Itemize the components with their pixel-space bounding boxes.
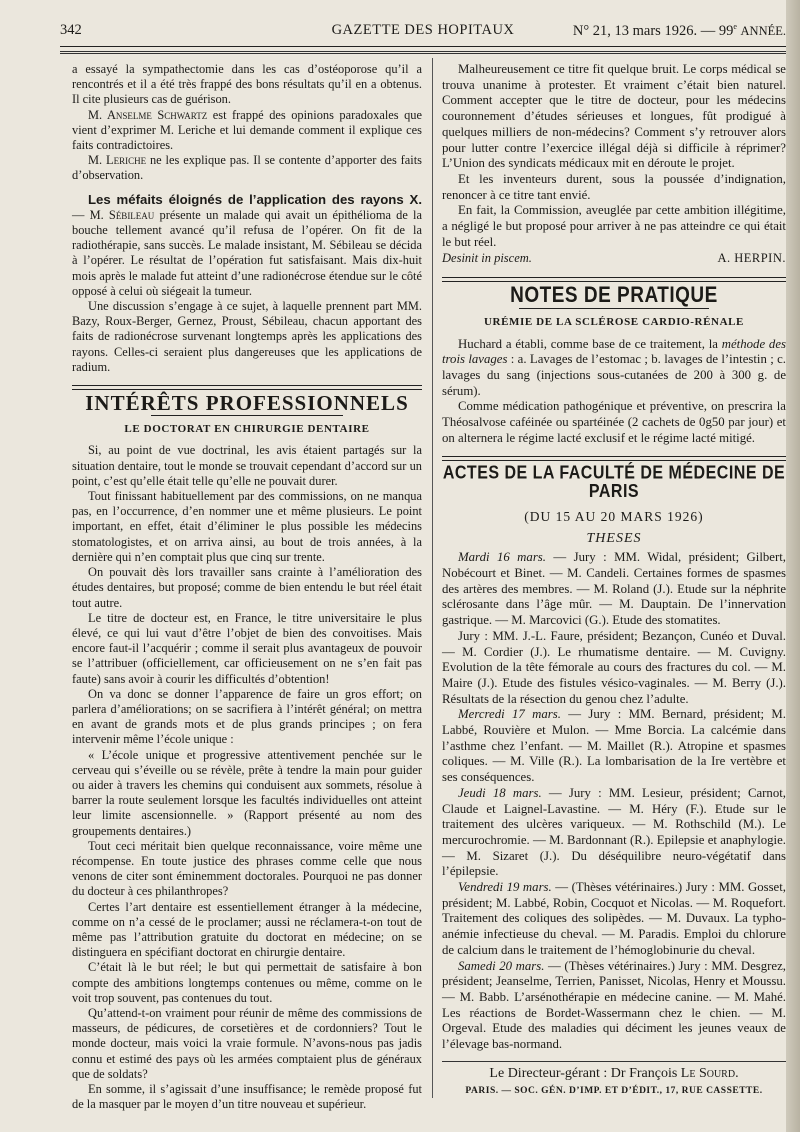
subsection-title: LE DOCTORAT EN CHIRURGIE DENTAIRE <box>124 423 370 436</box>
page-header <box>60 22 786 42</box>
section-title: INTÉRÊTS PROFESSIONNELS <box>85 391 409 416</box>
paragraph: C’était là le but réel; le but qui permettait de satisfaire à bon compte des ambitions longtemps contenues ou même, comme on le voit trop souvent, pas contenues du tout. <box>72 960 422 1005</box>
paragraph: Jury : MM. J.-L. Faure, président; Bezançon, Cunéo et Duval. — M. Cordier (J.). Le rhumatisme dentaire. — M. Cuvigny. Evolution de la tête fémorale au cours des fractures du col. — M. Maire (J.). Etude des fistules vésico-vaginales. — M. Berry (J.). Résultats de la résection du genou chez l’adulte. <box>442 628 786 706</box>
section-banner <box>72 385 422 416</box>
header-rule <box>60 46 786 47</box>
left-column <box>72 62 422 1112</box>
binding-edge <box>786 0 800 1132</box>
footer-rule <box>442 1061 786 1062</box>
section-banner <box>442 277 786 309</box>
paragraph: « L’école unique et progressive attentivement penchée sur le cerveau qui s’éveille ou se révèle, prête à tendre la main pour guider ou aider à travers les chemins qui conduisent aux sommets, résolue à barrer la route seulement lorsque les facultés individuelles ont atteint leur limite ascensionnelle. » (Rapport présenté au nom des groupements dentaires.) <box>72 747 422 838</box>
paragraph: Tout ceci méritait bien quelque reconnaissance, voire même une récompense. En toute justice des phrases comme celle que nous venons de citer sont éminemment doctorales. Pourquoi ne pas donner du docteur à ces philanthropes? <box>72 838 422 899</box>
header-double-rule <box>60 51 786 54</box>
paragraph: Et les inventeurs durent, sous la poussée d’indignation, renoncer à ce titre tant envié. <box>442 171 786 202</box>
signature-motto: Desinit in piscem. <box>442 251 532 266</box>
paragraph: On pouvait dès lors travailler sans crainte à l’amélioration des études dentaires, but proposé; comme de bien entendu le but réel était tout autre. <box>72 565 422 610</box>
paragraph: Vendredi 19 mars. — (Thèses vétérinaires.) Jury : MM. Gosset, président; M. Labbé, Robin, Cocquot et Nicolas. — M. Roquefort. Traitement des coliques des solipèdes. — M. Duvaux. La typho-anémie infectieuse du cheval. — M. Paradis. Emploi du chlorure de calcium dans le traitement de l’hémoglobinurie du cheval. <box>442 880 786 957</box>
section-banner <box>442 456 786 502</box>
theses-heading: THESES <box>586 530 642 546</box>
journal-title: GAZETTE DES HOPITAUX <box>331 22 515 38</box>
paragraph: En somme, il s’agissait d’une insuffisance; le remède proposé fut de la masquer par le moyen d’un titre nouveau et supérieur. <box>72 1082 422 1112</box>
paragraph: Qu’attend-t-on vraiment pour réunir de même des commissions de masseurs, de pédicures, de corsetières et de cordonniers? Tout le monde docteur, mais voici la vraie formule. N’avons-nous pas jadis connu et estimé des pays où les armées comptaient plus de généraux que de soldats? <box>72 1005 422 1081</box>
printer-imprint: PARIS. — SOC. GÉN. D’IMP. ET D’ÉDIT., 17, RUE CASSETTE. <box>465 1086 763 1097</box>
signature-line <box>442 251 786 267</box>
signature-author: A. HERPIN. <box>717 251 786 266</box>
paragraph: En fait, la Commission, aveuglée par cette ambition illégitime, a négligé le but proposé pour arriver à ne pas atteindre ce qui était le but réel. <box>442 203 786 249</box>
paragraph: Mardi 16 mars. — Jury : MM. Widal, président; Gilbert, Nobécourt et Binet. — M. Candeli. Certaines formes de spasmes des artères des membres. — M. Roland (J.). Etude sur la néphrite sclérosante dans l’âge mûr. — M. Dauptain. De l’innervation gastrique. — M. Marcovici (G.). Etude des stomatites. <box>442 550 786 628</box>
paragraph: Samedi 20 mars. — (Thèses vétérinaires.) Jury : MM. Desgrez, président; Jeanselme, Terrien, Panisset, Nicolas, Henry et Moussu. — M. Babb. L’arsénothérapie en médecine canine. — M. Mahé. Les réactions de Bordet-Wassermann chez le chien. — M. Orgeval. Etude des maladies qui déciment les jeunes veaux de l’élevage bas-normand. <box>442 958 786 1052</box>
column-divider <box>432 58 433 1098</box>
paragraph: Le titre de docteur est, en France, le titre universitaire le plus élevé, ce qui lui vaut d’être l’objet de bien des convoitises. Mais encore faut-il l’acquérir ; comme il serait plus avantageux de pouvoir se l’attribuer (officiellement, car officieusement on ne s’en fait pas faute) sans avoir à courir les difficultés d’obtention! <box>72 610 422 686</box>
paragraph: a essayé la sympathectomie dans les cas d’ostéoporose qu’il a rencontrés et il a été très frappé des bons résultats qu’il en a obtenus. Il cite plusieurs cas de guérison. <box>72 62 422 107</box>
issue-info: N° 21, 13 mars 1926. — 99e ANNÉE. <box>572 22 786 39</box>
section-title: ACTES DE LA FACULTÉ DE MÉDECINE DE PARIS <box>442 464 786 502</box>
paragraph: Comme médication pathogénique et préventive, on prescrira la Théosalvose caféinée ou spartéinée (2 cachets de 0g50 par jour) et on alternera le régime lacté exclusif et le régime lacté mitigé. <box>442 399 786 445</box>
paragraph: Malheureusement ce titre fit quelque bruit. Le corps médical se trouva unanime à protester. Et vraiment c’était bien naturel. Comment accepter que le titre de docteur, pour les médecins couronnement d’études sérieuses et longues, fût prodigué à quelques milliers de non-médecins? Comment s’y retrouver alors pour lutter contre l’exercice illégal déjà si difficile à réprimer? L’Union des syndicats médicaux mit en déroute le projet. <box>442 62 786 171</box>
paragraph: Jeudi 18 mars. — Jury : MM. Lesieur, président; Carnot, Claude et Laignel-Lavastine. — M. Héry (F.). Etude sur le traitement des ulcères variqueux. — M. Rothschild (M.). Le mercurochromie. — M. Bardonnant (R.). Epilepsie et anaphylogie. — M. Sizaret (J.). Du déséquilibre neuro-végétatif dans l’épilepsie. <box>442 785 786 879</box>
section-title: NOTES DE PRATIQUE <box>510 283 718 308</box>
section-dates: (DU 15 AU 20 MARS 1926) <box>524 508 704 524</box>
right-column <box>442 62 786 1100</box>
banner-rule <box>151 415 344 416</box>
paragraph: On va donc se donner l’apparence de faire un gros effort; on parlera d’améliorations; on se sacrifiera à l’intérêt général; on mettra en avant de grands mots et de plus grands principes ; on fera intervenir même l’école unique : <box>72 686 422 747</box>
paragraph: Si, au point de vue doctrinal, les avis étaient partagés sur la situation dentaire, tout le monde se trouvait cependant d’accord sur un point, c’est qu’elle était telle qu’elle ne pouvait durer. <box>72 443 422 488</box>
paragraph: Tout finissant habituellement par des commissions, on ne manqua pas, en l’occurrence, d’en nommer une et même plusieurs. Le point important, en effet, était d’éliminer le plus possible les médecins stomatologistes, et on arriva ainsi, au bout de trois années, à la dernière qui n’en comptait plus que cinq sur trente. <box>72 489 422 564</box>
director-line: Le Directeur-gérant : Dr François Le Sourd. <box>489 1065 739 1081</box>
page-number: 342 <box>60 22 82 38</box>
paragraph: M. Anselme Schwartz est frappé des opinions paradoxales que vient d’exprimer M. Leriche et lui demande comment il explique ces faits contradictoires. <box>72 107 422 153</box>
paragraph: Mercredi 17 mars. — Jury : MM. Bernard, président; M. Labbé, Rouvière et Mulon. — Mme Borcia. La calcémie dans l’asthme chez l’enfant. — M. Maillet (R.). Atropine et spasmes coliques. — M. Ville (R.). La lombarisation de la Ire vertèbre et ses conséquences. <box>442 707 786 785</box>
paragraph: Les méfaits éloignés de l’application des rayons X. — M. Sébileau présente un malade qui avait un épithélioma de la bouche tellement avancé qu’il refusa de l’opérer. On fit de la radiothérapie, sans succès. Le malade insistant, M. Sébileau se décida à l’opérer. Le résultat de l’opération fut satisfaisant. Mais dix-huit mois après le malade fut atteint d’une radionécrose étendue sur le côté opposé à celui où siégeait la tumeur. <box>72 191 423 298</box>
paragraph: Huchard a établi, comme base de ce traitement, la méthode des trois lavages : a. Lavages de l’estomac ; b. lavages de l’intestin ; c. lavages du sang (injections sous-cutanées de 200 à 300 g. de sérum). <box>442 336 786 398</box>
paragraph: Certes l’art dentaire est essentiellement étranger à la médecine, comme on n’a cessé de le proclamer; aussi ne réclamera-t-on tout de même pas l’attribution gratuite du doctorat en médecine; on se distinguera en spécifiant doctorat en chirurgie dentaire. <box>72 899 422 960</box>
paragraph: Une discussion s’engage à ce sujet, à laquelle prennent part MM. Bazy, Roux-Berger, Gernez, Proust, Sébileau, chacun apportant des faits de radionécrose survenant longtemps après les applications des rayons. Celles-ci seraient plus dangereuses que les applications de radium. <box>72 299 422 374</box>
paragraph: M. Leriche ne les explique pas. Il se contente d’apporter des faits d’observation. <box>72 153 423 183</box>
subsection-title: URÉMIE DE LA SCLÉROSE CARDIO-RÉNALE <box>484 315 744 328</box>
